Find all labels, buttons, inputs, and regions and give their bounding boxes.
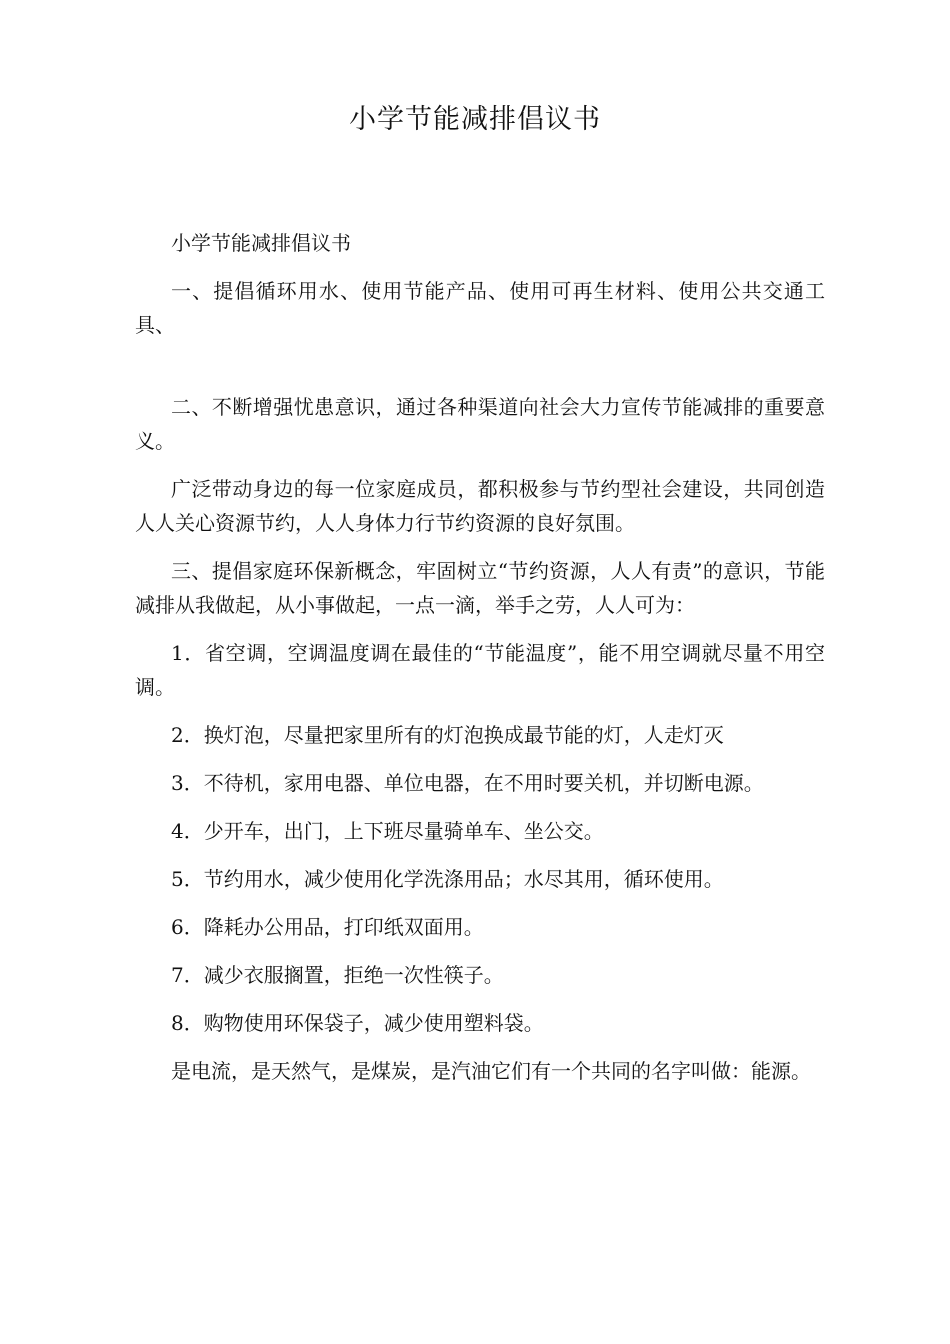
list-item-2: 2．换灯泡，尽量把家里所有的灯泡换成最节能的灯，人走灯灭 (171, 723, 724, 747)
list-item-1: 1．省空调，空调温度调在最佳的“节能温度”，能不用空调就尽量不用空调。 (135, 641, 825, 699)
list-item-5: 5．节约用水，减少使用化学洗涤用品；水尽其用，循环使用。 (171, 867, 724, 891)
list-item-4: 4．少开车，出门，上下班尽量骑单车、坐公交。 (171, 819, 604, 843)
list-item-8: 8．购物使用环保袋子，减少使用塑料袋。 (171, 1011, 544, 1035)
list-item-7: 7．减少衣服搁置，拒绝一次性筷子。 (171, 963, 504, 987)
list-item-6: 6．降耗办公用品，打印纸双面用。 (171, 915, 484, 939)
paragraph-item-1: 一、提倡循环用水、使用节能产品、使用可再生材料、使用公共交通工具、 (135, 279, 825, 337)
document-body (135, 226, 825, 1088)
paragraph-energy: 是电流，是天然气，是煤炭，是汽油它们有一个共同的名字叫做：能源。 (171, 1059, 811, 1083)
document-title: 小学节能减排倡议书 (349, 104, 601, 135)
paragraph-item-2: 二、不断增强忧患意识，通过各种渠道向社会大力宣传节能减排的重要意义。 (135, 395, 825, 453)
paragraph-heading: 小学节能减排倡议书 (171, 231, 351, 255)
list-item-3: 3．不待机，家用电器、单位电器，在不用时要关机，并切断电源。 (171, 771, 764, 795)
paragraph-family: 广泛带动身边的每一位家庭成员，都积极参与节约型社会建设，共同创造人人关心资源节约，人人身体力行节约资源的良好氛围。 (135, 477, 825, 535)
paragraph-item-3: 三、提倡家庭环保新概念，牢固树立“节约资源，人人有责”的意识，节能减排从我做起，从小事做起，一点一滴，举手之劳，人人可为： (135, 559, 825, 617)
